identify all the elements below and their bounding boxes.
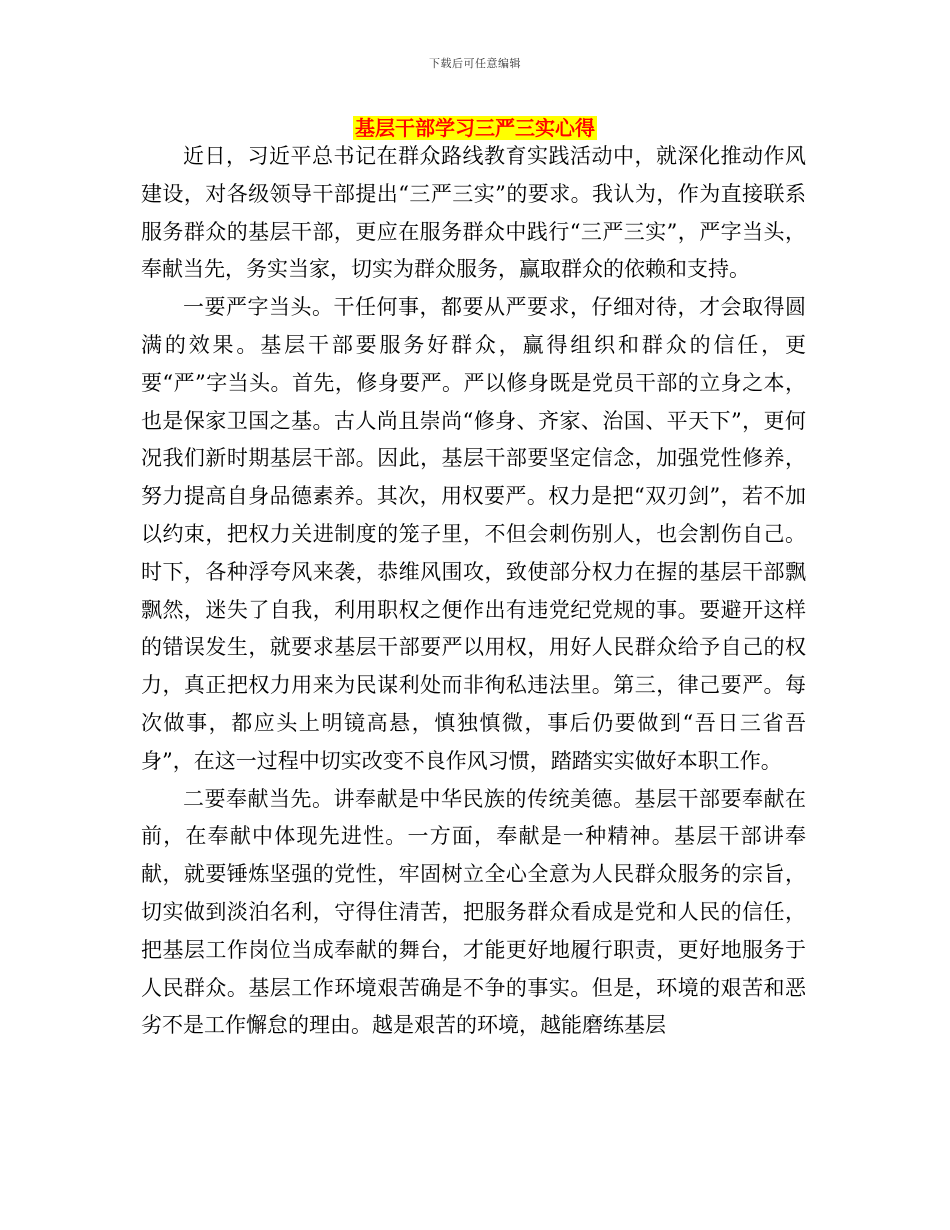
paragraph-strict: 一要严字当头。干任何事，都要从严要求，仔细对待，才会取得圆满的效果。基层干部要服务好群众，赢得组织和群众的信任，更要“严”字当头。首先，修身要严。严以修身既是党员干部的立身之本，也是保家卫国之基。古人尚且崇尚“修身、齐家、治国、平天下”，更何况我们新时期基层干部。因此，基层干部要坚定信念，加强党性修养，努力提高自身品德素养。其次，用权要严。权力是把“双刃剑”，若不加以约束，把权力关进制度的笼子里，不但会刺伤别人，也会割伤自己。时下，各种浮夸风来袭，恭维风围攻，致使部分权力在握的基层干部飘飘然，迷失了自我，利用职权之便作出有违党纪党规的事。要避开这样的错误发生，就要求基层干部要严以用权，用好人民群众给予自己的权力，真正把权力用来为民谋利处而非徇私违法里。第三，律己要严。每次做事，都应头上明镜高悬，慎独慎微，事后仍要做到“吾日三省吾身”，在这一过程中切实改变不良作风习惯，踏踏实实做好本职工作。 (141, 295, 806, 773)
header-note: 下载后可任意编辑 (429, 57, 521, 70)
document-body (141, 138, 806, 1045)
paragraph-intro: 近日，习近平总书记在群众路线教育实践活动中，就深化推动作风建设，对各级领导干部提出“三严三实”的要求。我认为，作为直接联系服务群众的基层干部，更应在服务群众中践行“三严三实”，严字当头，奉献当先，务实当家，切实为群众服务，赢取群众的依赖和支持。 (141, 144, 806, 282)
document-title-text: 基层干部学习三严三实心得 (355, 116, 595, 140)
paragraph-dedication: 二要奉献当先。讲奉献是中华民族的传统美德。基层干部要奉献在前，在奉献中体现先进性。一方面，奉献是一种精神。基层干部讲奉献，就要锤炼坚强的党性，牢固树立全心全意为人民群众服务的宗旨，切实做到淡泊名利，守得住清苦，把服务群众看成是党和人民的信任，把基层工作岗位当成奉献的舞台，才能更好地履行职责，更好地服务于人民群众。基层工作环境艰苦确是不争的事实。但是，环境的艰苦和恶劣不是工作懈怠的理由。越是艰苦的环境，越能磨练基层 (141, 786, 806, 1038)
